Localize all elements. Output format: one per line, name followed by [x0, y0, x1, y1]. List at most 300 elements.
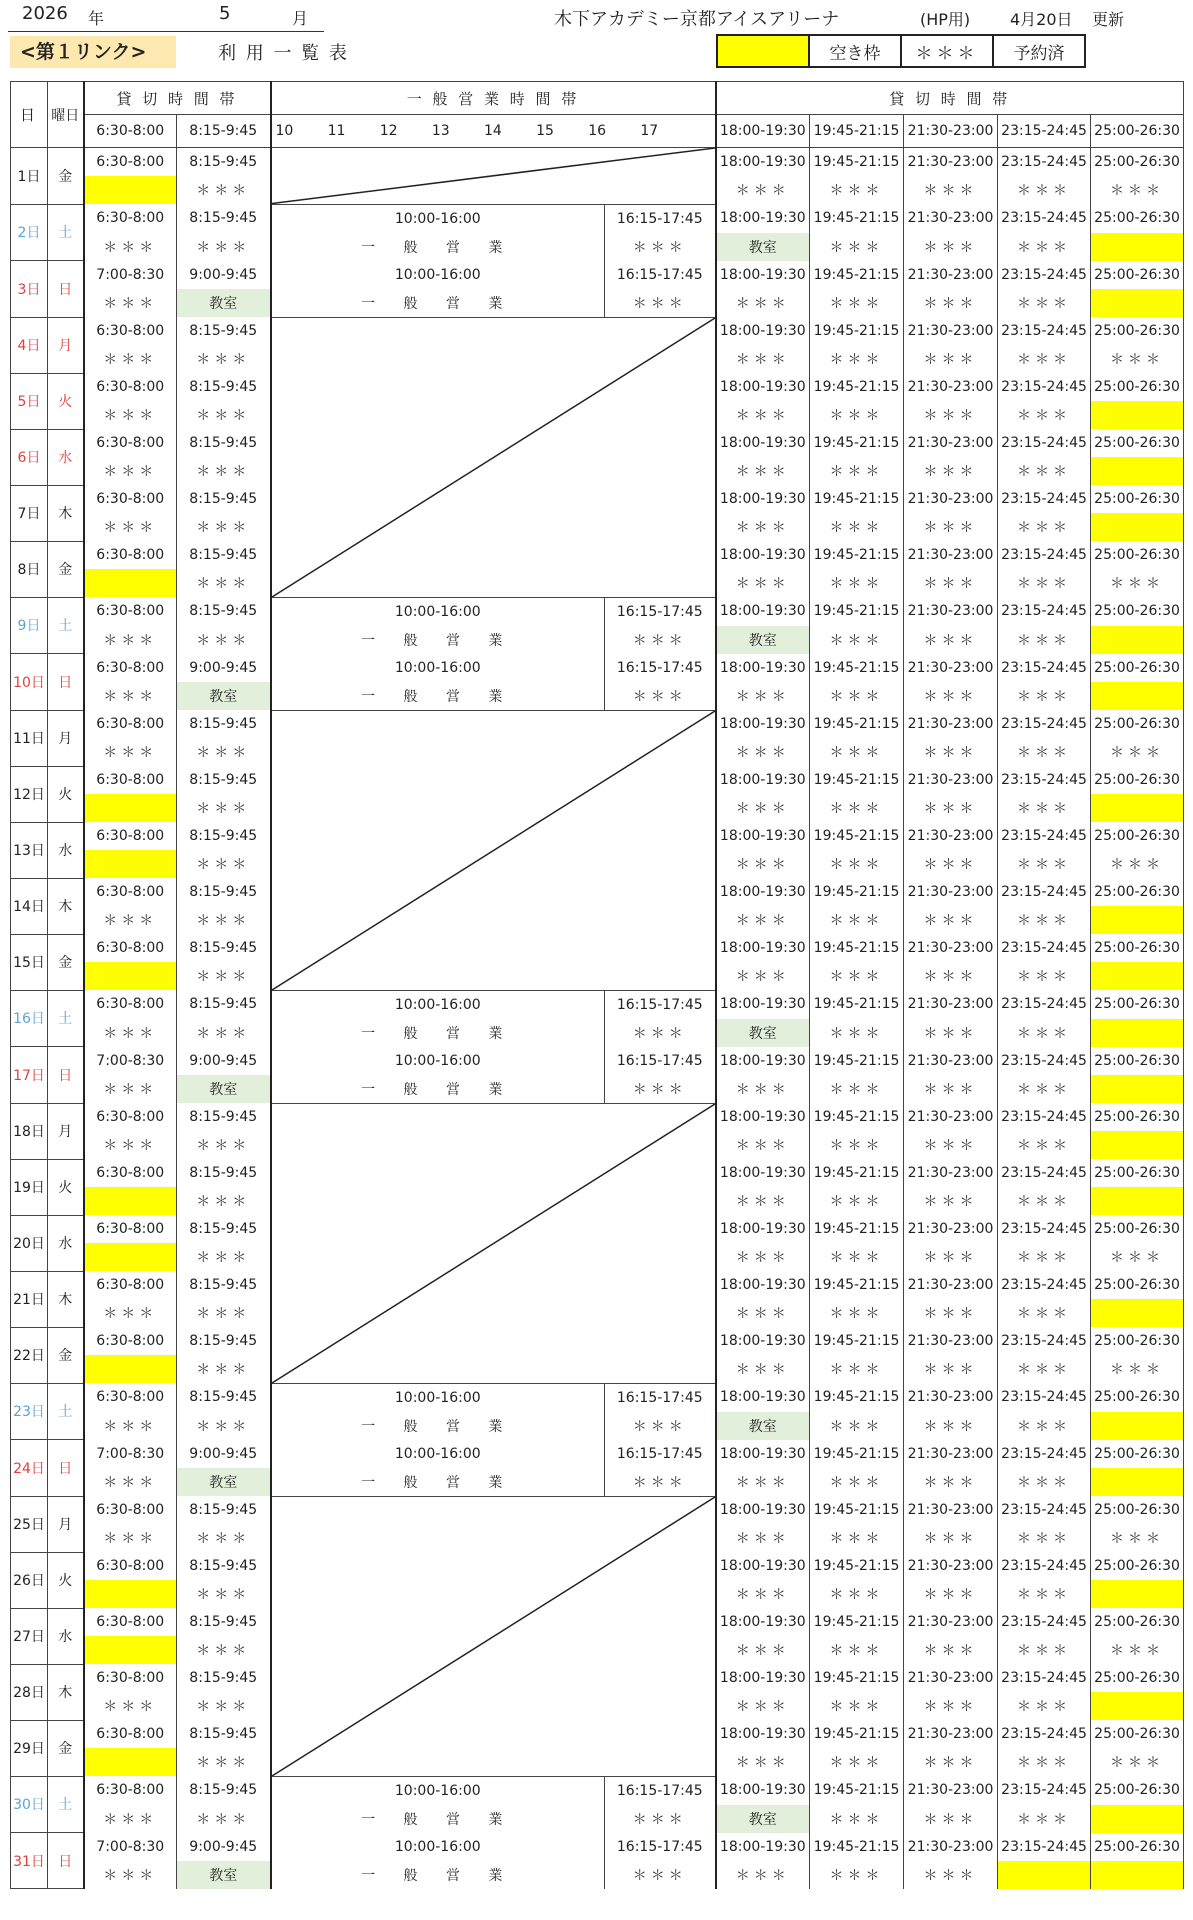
hour-tick: 10	[275, 123, 294, 139]
slot-status-1945-reserved: ＊＊＊	[810, 738, 904, 766]
slot-time-morning-1: 6:30-8:00	[84, 541, 177, 569]
general-hours: 10:00-16:00	[271, 990, 605, 1019]
slot-time-1800: 18:00-19:30	[716, 1776, 810, 1805]
slot-time-1945: 19:45-21:15	[810, 1552, 904, 1580]
slot-status-morning-2-reserved: ＊＊＊	[177, 1412, 271, 1440]
slot-status-2500-empty	[1091, 401, 1184, 429]
updated-date: 4月20日	[1010, 10, 1073, 29]
slot-status-morning-1-reserved: ＊＊＊	[84, 906, 177, 934]
slot-time-2130: 21:30-23:00	[904, 485, 998, 513]
slot-status-2130-reserved: ＊＊＊	[904, 682, 998, 711]
general-label: 一 般 営 業	[271, 289, 605, 318]
slot-status-1945-reserved: ＊＊＊	[810, 1748, 904, 1776]
general-hours: 10:00-16:00	[271, 654, 605, 682]
slot-status-2500-reserved: ＊＊＊	[1091, 850, 1184, 878]
slot-status-2500-reserved: ＊＊＊	[1091, 569, 1184, 597]
no-general-session	[271, 710, 716, 990]
slot-time-1800: 18:00-19:30	[716, 1833, 810, 1861]
general-hours: 10:00-16:00	[271, 597, 605, 626]
legend	[716, 34, 1086, 68]
slot-status-2500-reserved: ＊＊＊	[1091, 345, 1184, 373]
slot-time-1945: 19:45-21:15	[810, 1720, 904, 1748]
slot-status-2315-reserved: ＊＊＊	[998, 1075, 1091, 1104]
slot-status-2315-reserved: ＊＊＊	[998, 1748, 1091, 1776]
slot-time-morning-2: 8:15-9:45	[177, 485, 271, 513]
slot-status-morning-1-reserved: ＊＊＊	[84, 1019, 177, 1047]
day-number: 15日	[11, 934, 48, 990]
slot-time-2315: 23:15-24:45	[998, 1664, 1091, 1692]
late-slot-time: 16:15-17:45	[605, 1776, 716, 1805]
slot-time-morning-2: 8:15-9:45	[177, 1215, 271, 1243]
slot-status-2130-reserved: ＊＊＊	[904, 1131, 998, 1159]
slot-status-morning-2-reserved: ＊＊＊	[177, 1187, 271, 1215]
slot-time-2500: 25:00-26:30	[1091, 1327, 1184, 1355]
schedule-table	[10, 81, 1184, 1889]
weekday: 火	[48, 766, 84, 822]
slot-status-2500-empty	[1091, 1468, 1184, 1497]
day-number: 12日	[11, 766, 48, 822]
slot-status-2130-reserved: ＊＊＊	[904, 1355, 998, 1383]
link-label: <第１リンク>	[10, 36, 176, 68]
slot-status-1800-reserved: ＊＊＊	[716, 1636, 810, 1664]
general-label: 一 般 営 業	[271, 626, 605, 654]
slot-time-1800: 18:00-19:30	[716, 1440, 810, 1468]
slot-time-morning-1: 6:30-8:00	[84, 654, 177, 682]
late-slot-reserved: ＊＊＊	[605, 1805, 716, 1833]
weekday: 日	[48, 261, 84, 318]
slot-status-morning-1-empty	[84, 1636, 177, 1664]
late-slot-time: 16:15-17:45	[605, 1440, 716, 1468]
slot-time-morning-1: 6:30-8:00	[84, 822, 177, 850]
slot-status-morning-2-reserved: ＊＊＊	[177, 176, 271, 204]
slot-time-morning-1: 6:30-8:00	[84, 1215, 177, 1243]
slot-time-2130: 21:30-23:00	[904, 597, 998, 626]
slot-status-2500-empty	[1091, 794, 1184, 822]
weekday: 火	[48, 1159, 84, 1215]
slot-status-2315-reserved: ＊＊＊	[998, 1805, 1091, 1833]
slot-time-2500: 25:00-26:30	[1091, 373, 1184, 401]
day-row-status	[11, 626, 1184, 654]
header-slot-1800: 18:00-19:30	[716, 115, 810, 148]
header-slot-2500: 25:00-26:30	[1091, 115, 1184, 148]
slot-time-morning-1: 6:30-8:00	[84, 1271, 177, 1299]
slot-status-2315-reserved: ＊＊＊	[998, 1524, 1091, 1552]
weekday: 水	[48, 429, 84, 485]
weekday: 木	[48, 878, 84, 934]
weekday: 土	[48, 990, 84, 1047]
slot-time-morning-1: 6:30-8:00	[84, 1720, 177, 1748]
slot-status-2500-empty	[1091, 1019, 1184, 1047]
slot-time-2130: 21:30-23:00	[904, 1720, 998, 1748]
slot-time-1945: 19:45-21:15	[810, 934, 904, 962]
day-row	[11, 1496, 1184, 1524]
diagonal-line	[272, 318, 715, 597]
slot-status-2315-reserved: ＊＊＊	[998, 457, 1091, 485]
legend-empty-swatch	[717, 35, 809, 67]
slot-time-1800: 18:00-19:30	[716, 1047, 810, 1075]
slot-status-2130-reserved: ＊＊＊	[904, 1412, 998, 1440]
slot-status-morning-1-empty	[84, 962, 177, 990]
slot-time-2500: 25:00-26:30	[1091, 990, 1184, 1019]
slot-status-1800-reserved: ＊＊＊	[716, 1524, 810, 1552]
slot-status-1800-classroom: 教室	[716, 1412, 810, 1440]
slot-time-1945: 19:45-21:15	[810, 822, 904, 850]
slot-status-1945-reserved: ＊＊＊	[810, 233, 904, 261]
slot-status-2315-reserved: ＊＊＊	[998, 738, 1091, 766]
slot-time-morning-1: 6:30-8:00	[84, 934, 177, 962]
general-hours: 10:00-16:00	[271, 261, 605, 289]
slot-time-2500: 25:00-26:30	[1091, 485, 1184, 513]
slot-status-1800-reserved: ＊＊＊	[716, 457, 810, 485]
slot-time-morning-2: 8:15-9:45	[177, 373, 271, 401]
slot-time-1800: 18:00-19:30	[716, 429, 810, 457]
slot-time-morning-1: 6:30-8:00	[84, 1159, 177, 1187]
slot-time-2315: 23:15-24:45	[998, 934, 1091, 962]
slot-status-morning-2-reserved: ＊＊＊	[177, 1355, 271, 1383]
slot-time-1800: 18:00-19:30	[716, 934, 810, 962]
late-slot-reserved: ＊＊＊	[605, 682, 716, 711]
slot-status-2315-reserved: ＊＊＊	[998, 626, 1091, 654]
day-row	[11, 317, 1184, 345]
slot-time-morning-1: 6:30-8:00	[84, 1776, 177, 1805]
slot-time-morning-1: 6:30-8:00	[84, 1496, 177, 1524]
day-row	[11, 1383, 1184, 1412]
day-number: 30日	[11, 1776, 48, 1833]
slot-status-1945-reserved: ＊＊＊	[810, 1299, 904, 1327]
slot-time-2130: 21:30-23:00	[904, 1327, 998, 1355]
day-number: 26日	[11, 1552, 48, 1608]
slot-status-1945-reserved: ＊＊＊	[810, 345, 904, 373]
slot-time-morning-1: 6:30-8:00	[84, 1103, 177, 1131]
slot-status-morning-2-reserved: ＊＊＊	[177, 626, 271, 654]
slot-status-1945-reserved: ＊＊＊	[810, 1636, 904, 1664]
slot-status-1945-reserved: ＊＊＊	[810, 1355, 904, 1383]
slot-status-1945-reserved: ＊＊＊	[810, 1075, 904, 1104]
day-row	[11, 204, 1184, 233]
general-hours: 10:00-16:00	[271, 1833, 605, 1861]
slot-time-2315: 23:15-24:45	[998, 261, 1091, 289]
slot-status-2500-empty	[1091, 1692, 1184, 1720]
header-weekday: 曜日	[48, 82, 84, 148]
slot-status-2130-reserved: ＊＊＊	[904, 233, 998, 261]
slot-time-1945: 19:45-21:15	[810, 1047, 904, 1075]
day-number: 18日	[11, 1103, 48, 1159]
slot-time-1800: 18:00-19:30	[716, 1383, 810, 1412]
slot-status-2130-reserved: ＊＊＊	[904, 1692, 998, 1720]
slot-time-1800: 18:00-19:30	[716, 1664, 810, 1692]
slot-status-2315-reserved: ＊＊＊	[998, 401, 1091, 429]
slot-time-morning-2: 9:00-9:45	[177, 1440, 271, 1468]
slot-status-morning-1-empty	[84, 1748, 177, 1776]
slot-status-2130-reserved: ＊＊＊	[904, 569, 998, 597]
slot-status-2500-empty	[1091, 1580, 1184, 1608]
slot-status-2315-reserved: ＊＊＊	[998, 850, 1091, 878]
header-general: 一 般 営 業 時 間 帯	[271, 82, 716, 115]
slot-status-1945-reserved: ＊＊＊	[810, 850, 904, 878]
slot-status-morning-2-reserved: ＊＊＊	[177, 1748, 271, 1776]
day-row	[11, 1440, 1184, 1468]
slot-time-morning-2: 8:15-9:45	[177, 990, 271, 1019]
slot-time-morning-2: 8:15-9:45	[177, 429, 271, 457]
slot-status-morning-1-reserved: ＊＊＊	[84, 626, 177, 654]
late-slot-reserved: ＊＊＊	[605, 1019, 716, 1047]
slot-status-2130-reserved: ＊＊＊	[904, 962, 998, 990]
slot-time-2315: 23:15-24:45	[998, 485, 1091, 513]
slot-time-1945: 19:45-21:15	[810, 878, 904, 906]
slot-time-2130: 21:30-23:00	[904, 148, 998, 177]
slot-time-2130: 21:30-23:00	[904, 1664, 998, 1692]
slot-status-1800-reserved: ＊＊＊	[716, 794, 810, 822]
day-row	[11, 990, 1184, 1019]
diagonal-line	[272, 1104, 715, 1383]
slot-status-morning-2-reserved: ＊＊＊	[177, 1692, 271, 1720]
day-number: 23日	[11, 1383, 48, 1440]
day-row-status	[11, 1468, 1184, 1497]
slot-status-2130-reserved: ＊＊＊	[904, 906, 998, 934]
day-row-status	[11, 1805, 1184, 1833]
header-slot-1945: 19:45-21:15	[810, 115, 904, 148]
slot-time-morning-1: 6:30-8:00	[84, 766, 177, 794]
slot-status-1800-classroom: 教室	[716, 233, 810, 261]
slot-time-1800: 18:00-19:30	[716, 485, 810, 513]
slot-time-1945: 19:45-21:15	[810, 1833, 904, 1861]
slot-time-morning-1: 7:00-8:30	[84, 1047, 177, 1075]
slot-time-morning-2: 8:15-9:45	[177, 597, 271, 626]
slot-status-morning-1-reserved: ＊＊＊	[84, 1412, 177, 1440]
slot-status-1800-reserved: ＊＊＊	[716, 1355, 810, 1383]
slot-status-2315-reserved: ＊＊＊	[998, 513, 1091, 541]
slot-status-2500-reserved: ＊＊＊	[1091, 1243, 1184, 1271]
slot-time-morning-2: 8:15-9:45	[177, 1776, 271, 1805]
slot-status-morning-2-reserved: ＊＊＊	[177, 1243, 271, 1271]
slot-time-morning-2: 8:15-9:45	[177, 148, 271, 177]
slot-status-2315-reserved: ＊＊＊	[998, 1636, 1091, 1664]
slot-time-2500: 25:00-26:30	[1091, 766, 1184, 794]
slot-time-1945: 19:45-21:15	[810, 1608, 904, 1636]
slot-status-morning-2-reserved: ＊＊＊	[177, 1524, 271, 1552]
day-number: 20日	[11, 1215, 48, 1271]
day-number: 22日	[11, 1327, 48, 1383]
general-label: 一 般 営 業	[271, 1468, 605, 1497]
late-slot-time: 16:15-17:45	[605, 1047, 716, 1075]
day-number: 16日	[11, 990, 48, 1047]
slot-time-1945: 19:45-21:15	[810, 317, 904, 345]
legend-booked-label: 予約済	[993, 35, 1085, 67]
slot-time-2500: 25:00-26:30	[1091, 1608, 1184, 1636]
slot-time-2500: 25:00-26:30	[1091, 1440, 1184, 1468]
general-label: 一 般 営 業	[271, 1861, 605, 1889]
slot-status-1800-classroom: 教室	[716, 1019, 810, 1047]
weekday: 火	[48, 1552, 84, 1608]
slot-status-morning-2-classroom: 教室	[177, 1468, 271, 1497]
weekday: 水	[48, 1608, 84, 1664]
slot-status-1800-reserved: ＊＊＊	[716, 1243, 810, 1271]
slot-status-morning-1-empty	[84, 850, 177, 878]
slot-time-1800: 18:00-19:30	[716, 1103, 810, 1131]
day-number: 9日	[11, 597, 48, 654]
slot-status-2130-reserved: ＊＊＊	[904, 738, 998, 766]
slot-status-morning-2-reserved: ＊＊＊	[177, 1019, 271, 1047]
slot-time-1800: 18:00-19:30	[716, 148, 810, 177]
year-unit: 年	[88, 9, 105, 28]
weekday: 木	[48, 485, 84, 541]
slot-time-1800: 18:00-19:30	[716, 261, 810, 289]
slot-time-2315: 23:15-24:45	[998, 1552, 1091, 1580]
weekday: 木	[48, 1664, 84, 1720]
slot-time-morning-1: 6:30-8:00	[84, 1664, 177, 1692]
day-row	[11, 1776, 1184, 1805]
slot-time-1800: 18:00-19:30	[716, 822, 810, 850]
slot-time-2130: 21:30-23:00	[904, 1047, 998, 1075]
day-number: 7日	[11, 485, 48, 541]
day-row	[11, 1103, 1184, 1131]
slot-status-2500-empty	[1091, 962, 1184, 990]
slot-time-1800: 18:00-19:30	[716, 654, 810, 682]
diagonal-line	[272, 711, 715, 990]
slot-status-2130-reserved: ＊＊＊	[904, 626, 998, 654]
slot-time-1800: 18:00-19:30	[716, 878, 810, 906]
general-label: 一 般 営 業	[271, 1075, 605, 1104]
slot-status-1800-reserved: ＊＊＊	[716, 1692, 810, 1720]
slot-status-morning-2-classroom: 教室	[177, 1075, 271, 1104]
day-number: 11日	[11, 710, 48, 766]
slot-status-1945-reserved: ＊＊＊	[810, 1524, 904, 1552]
slot-status-2130-reserved: ＊＊＊	[904, 1187, 998, 1215]
slot-status-2130-reserved: ＊＊＊	[904, 1748, 998, 1776]
slot-time-2500: 25:00-26:30	[1091, 1047, 1184, 1075]
slot-status-morning-1-empty	[84, 176, 177, 204]
slot-status-2500-reserved: ＊＊＊	[1091, 1636, 1184, 1664]
slot-status-2130-reserved: ＊＊＊	[904, 176, 998, 204]
slot-time-morning-1: 7:00-8:30	[84, 1833, 177, 1861]
slot-time-1800: 18:00-19:30	[716, 1720, 810, 1748]
slot-status-2500-empty	[1091, 1805, 1184, 1833]
slot-status-1800-classroom: 教室	[716, 1805, 810, 1833]
slot-status-2500-empty	[1091, 1075, 1184, 1104]
slot-status-1945-reserved: ＊＊＊	[810, 569, 904, 597]
slot-time-1800: 18:00-19:30	[716, 990, 810, 1019]
slot-time-2315: 23:15-24:45	[998, 1440, 1091, 1468]
slot-status-morning-2-reserved: ＊＊＊	[177, 513, 271, 541]
no-general-session	[271, 148, 716, 205]
no-general-session	[271, 317, 716, 597]
month: 5	[219, 3, 231, 24]
slot-status-morning-1-reserved: ＊＊＊	[84, 682, 177, 711]
slot-status-2315-reserved: ＊＊＊	[998, 794, 1091, 822]
slot-status-2315-reserved: ＊＊＊	[998, 1299, 1091, 1327]
slot-status-2130-reserved: ＊＊＊	[904, 1468, 998, 1497]
slot-status-2315-reserved: ＊＊＊	[998, 345, 1091, 373]
general-hours: 10:00-16:00	[271, 204, 605, 233]
hour-tick: 11	[327, 123, 346, 139]
slot-time-morning-2: 8:15-9:45	[177, 1271, 271, 1299]
slot-time-2500: 25:00-26:30	[1091, 1776, 1184, 1805]
year: 2026	[22, 3, 68, 24]
day-number: 2日	[11, 204, 48, 261]
late-slot-time: 16:15-17:45	[605, 1833, 716, 1861]
slot-status-1945-reserved: ＊＊＊	[810, 1019, 904, 1047]
day-row-status	[11, 1019, 1184, 1047]
day-number: 10日	[11, 654, 48, 711]
diagonal-line	[272, 1497, 715, 1776]
slot-status-morning-2-reserved: ＊＊＊	[177, 906, 271, 934]
slot-time-morning-2: 9:00-9:45	[177, 654, 271, 682]
general-hours: 10:00-16:00	[271, 1776, 605, 1805]
weekday: 月	[48, 1103, 84, 1159]
slot-time-morning-1: 6:30-8:00	[84, 1608, 177, 1636]
slot-status-2315-reserved: ＊＊＊	[998, 289, 1091, 318]
legend-reserved-mark: ＊＊＊	[901, 35, 993, 67]
slot-time-2315: 23:15-24:45	[998, 822, 1091, 850]
day-number: 14日	[11, 878, 48, 934]
weekday: 水	[48, 1215, 84, 1271]
slot-time-2500: 25:00-26:30	[1091, 261, 1184, 289]
day-row	[11, 1047, 1184, 1075]
slot-time-2500: 25:00-26:30	[1091, 710, 1184, 738]
slot-status-1800-reserved: ＊＊＊	[716, 289, 810, 318]
slot-status-2500-empty	[1091, 906, 1184, 934]
slot-status-2500-empty	[1091, 1861, 1184, 1889]
slot-time-1945: 19:45-21:15	[810, 1159, 904, 1187]
slot-time-2130: 21:30-23:00	[904, 766, 998, 794]
slot-time-morning-1: 6:30-8:00	[84, 204, 177, 233]
slot-status-1945-reserved: ＊＊＊	[810, 1692, 904, 1720]
slot-status-2500-empty	[1091, 233, 1184, 261]
slot-status-2130-reserved: ＊＊＊	[904, 850, 998, 878]
slot-time-2500: 25:00-26:30	[1091, 822, 1184, 850]
hour-tick: 16	[588, 123, 607, 139]
slot-time-2130: 21:30-23:00	[904, 429, 998, 457]
slot-status-1945-reserved: ＊＊＊	[810, 1412, 904, 1440]
slot-status-2130-reserved: ＊＊＊	[904, 1580, 998, 1608]
slot-time-1800: 18:00-19:30	[716, 1552, 810, 1580]
general-hours: 10:00-16:00	[271, 1383, 605, 1412]
slot-status-morning-1-empty	[84, 569, 177, 597]
slot-status-1945-reserved: ＊＊＊	[810, 513, 904, 541]
slot-time-2130: 21:30-23:00	[904, 1496, 998, 1524]
day-row	[11, 261, 1184, 289]
header-slot-2130: 21:30-23:00	[904, 115, 998, 148]
weekday: 日	[48, 1047, 84, 1104]
slot-status-1945-reserved: ＊＊＊	[810, 682, 904, 711]
slot-status-1800-reserved: ＊＊＊	[716, 1748, 810, 1776]
slot-status-morning-1-reserved: ＊＊＊	[84, 1692, 177, 1720]
slot-status-morning-1-reserved: ＊＊＊	[84, 289, 177, 318]
slot-time-morning-1: 6:30-8:00	[84, 1383, 177, 1412]
day-number: 29日	[11, 1720, 48, 1776]
slot-status-2315-reserved: ＊＊＊	[998, 1468, 1091, 1497]
slot-status-1945-reserved: ＊＊＊	[810, 1187, 904, 1215]
slot-time-morning-1: 6:30-8:00	[84, 597, 177, 626]
slot-status-1800-reserved: ＊＊＊	[716, 401, 810, 429]
hp-label: (HP用)	[920, 10, 971, 29]
slot-time-2130: 21:30-23:00	[904, 1383, 998, 1412]
slot-time-2500: 25:00-26:30	[1091, 148, 1184, 177]
slot-status-2130-reserved: ＊＊＊	[904, 345, 998, 373]
slot-status-1945-reserved: ＊＊＊	[810, 401, 904, 429]
slot-status-morning-1-reserved: ＊＊＊	[84, 457, 177, 485]
slot-time-1945: 19:45-21:15	[810, 1776, 904, 1805]
general-label: 一 般 営 業	[271, 682, 605, 711]
slot-time-2315: 23:15-24:45	[998, 597, 1091, 626]
slot-status-morning-2-reserved: ＊＊＊	[177, 401, 271, 429]
slot-status-morning-1-empty	[84, 1580, 177, 1608]
slot-status-2315-reserved: ＊＊＊	[998, 1019, 1091, 1047]
slot-status-1800-reserved: ＊＊＊	[716, 513, 810, 541]
slot-status-morning-2-reserved: ＊＊＊	[177, 1636, 271, 1664]
slot-status-2315-reserved: ＊＊＊	[998, 682, 1091, 711]
slot-time-2500: 25:00-26:30	[1091, 1496, 1184, 1524]
